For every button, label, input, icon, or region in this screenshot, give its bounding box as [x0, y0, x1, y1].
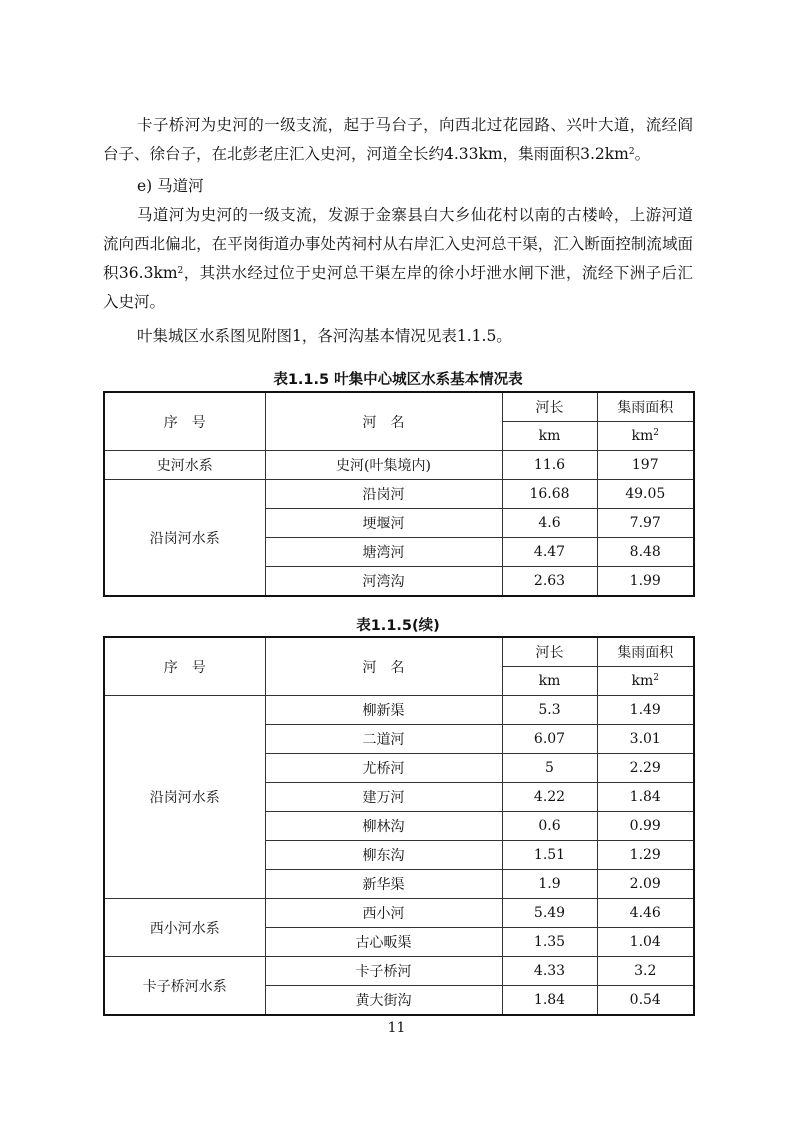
header-length: 河长 [502, 392, 597, 422]
table1 [103, 391, 695, 597]
river-length-cell: 4.33 [502, 957, 597, 986]
page-number: 11 [387, 1020, 406, 1036]
river-name-cell: 二道河 [265, 725, 502, 754]
river-name-cell: 柳新渠 [265, 696, 502, 725]
header-length-unit: km [502, 422, 597, 451]
table-row [104, 899, 694, 928]
header-area: 集雨面积 [597, 637, 694, 667]
catchment-area-cell: 1.04 [597, 928, 694, 957]
catchment-area-cell: 1.99 [597, 567, 694, 597]
catchment-area-cell: 197 [597, 451, 694, 480]
river-name-cell: 柳东沟 [265, 841, 502, 870]
river-name-cell: 河湾沟 [265, 567, 502, 597]
river-name-cell: 西小河 [265, 899, 502, 928]
header-area-unit: $km^2$ [597, 667, 694, 696]
header-length-unit: km [502, 667, 597, 696]
header-area-unit: $km^2$ [597, 422, 694, 451]
river-length-cell: 1.51 [502, 841, 597, 870]
header-seq: 序 号 [104, 392, 265, 451]
river-name-cell: 黄大街沟 [265, 986, 502, 1016]
catchment-area-cell: 7.97 [597, 509, 694, 538]
river-length-cell: 16.68 [502, 480, 597, 509]
header-name: 河 名 [265, 392, 502, 451]
river-length-cell: 5.49 [502, 899, 597, 928]
catchment-area-cell: 2.09 [597, 870, 694, 899]
table2-caption: 表1.1.5(续) [356, 618, 440, 634]
river-name-cell: 柳林沟 [265, 812, 502, 841]
river-length-cell: 1.35 [502, 928, 597, 957]
river-name-cell: 尤桥河 [265, 754, 502, 783]
paragraph-reference: 叶集城区水系图见附图1，各河沟基本情况见表1.1.5。 [137, 327, 512, 345]
river-length-cell: 5 [502, 754, 597, 783]
river-name-cell: 史河(叶集境内) [265, 451, 502, 480]
river-length-cell: 1.84 [502, 986, 597, 1016]
river-length-cell: 6.07 [502, 725, 597, 754]
header-name: 河 名 [265, 637, 502, 696]
river-name-cell: 埂堰河 [265, 509, 502, 538]
table1-caption: 表1.1.5 叶集中心城区水系基本情况表 [273, 372, 523, 388]
river-length-cell: 2.63 [502, 567, 597, 597]
catchment-area-cell: 3.01 [597, 725, 694, 754]
header-length: 河长 [502, 637, 597, 667]
catchment-area-cell: 8.48 [597, 538, 694, 567]
river-name-cell: 塘湾河 [265, 538, 502, 567]
water-system-cell: 卡子桥河水系 [104, 957, 265, 1016]
river-length-cell: 1.9 [502, 870, 597, 899]
river-length-cell: 0.6 [502, 812, 597, 841]
river-length-cell: 4.47 [502, 538, 597, 567]
catchment-area-cell: 4.46 [597, 899, 694, 928]
heading-madao-river: e) 马道河 [137, 177, 204, 195]
catchment-area-cell: 49.05 [597, 480, 694, 509]
river-name-cell: 卡子桥河 [265, 957, 502, 986]
catchment-area-cell: 0.99 [597, 812, 694, 841]
catchment-area-cell: 3.2 [597, 957, 694, 986]
catchment-area-cell: 0.54 [597, 986, 694, 1016]
river-length-cell: 11.6 [502, 451, 597, 480]
header-area: 集雨面积 [597, 392, 694, 422]
river-name-cell: 古心畈渠 [265, 928, 502, 957]
water-system-cell: 沿岗河水系 [104, 480, 265, 597]
table-row [104, 957, 694, 986]
table-row [104, 451, 694, 480]
river-name-cell: 新华渠 [265, 870, 502, 899]
river-name-cell: 沿岗河 [265, 480, 502, 509]
river-length-cell: 4.6 [502, 509, 597, 538]
catchment-area-cell: 1.49 [597, 696, 694, 725]
river-length-cell: 4.22 [502, 783, 597, 812]
river-name-cell: 建万河 [265, 783, 502, 812]
table2 [103, 636, 695, 1016]
paragraph-kaziqiao: 卡子桥河为史河的一级支流，起于马台子，向西北过花园路、兴叶大道，流经阎台子、徐台子，在北彭老庄汇入史河，河道全长约4.33km，集雨面积$3.2km^2$。 [103, 116, 693, 163]
water-system-cell: 西小河水系 [104, 899, 265, 957]
catchment-area-cell: 1.84 [597, 783, 694, 812]
catchment-area-cell: 1.29 [597, 841, 694, 870]
water-system-cell: 沿岗河水系 [104, 696, 265, 899]
river-length-cell: 5.3 [502, 696, 597, 725]
header-seq: 序 号 [104, 637, 265, 696]
water-system-cell: 史河水系 [104, 451, 265, 480]
catchment-area-cell: 2.29 [597, 754, 694, 783]
table-row [104, 696, 694, 725]
table-row [104, 480, 694, 509]
paragraph-madao-river: 马道河为史河的一级支流，发源于金寨县白大乡仙花村以南的古楼岭，上游河道流向西北偏北，在平岗街道办事处芮祠村从右岸汇入史河总干渠，汇入断面控制流域面积$36.3km^2$，其洪水经过位于史河总干渠左岸的徐小圩泄水闸下泄，流经下洲子后汇入史河。 [103, 206, 693, 311]
